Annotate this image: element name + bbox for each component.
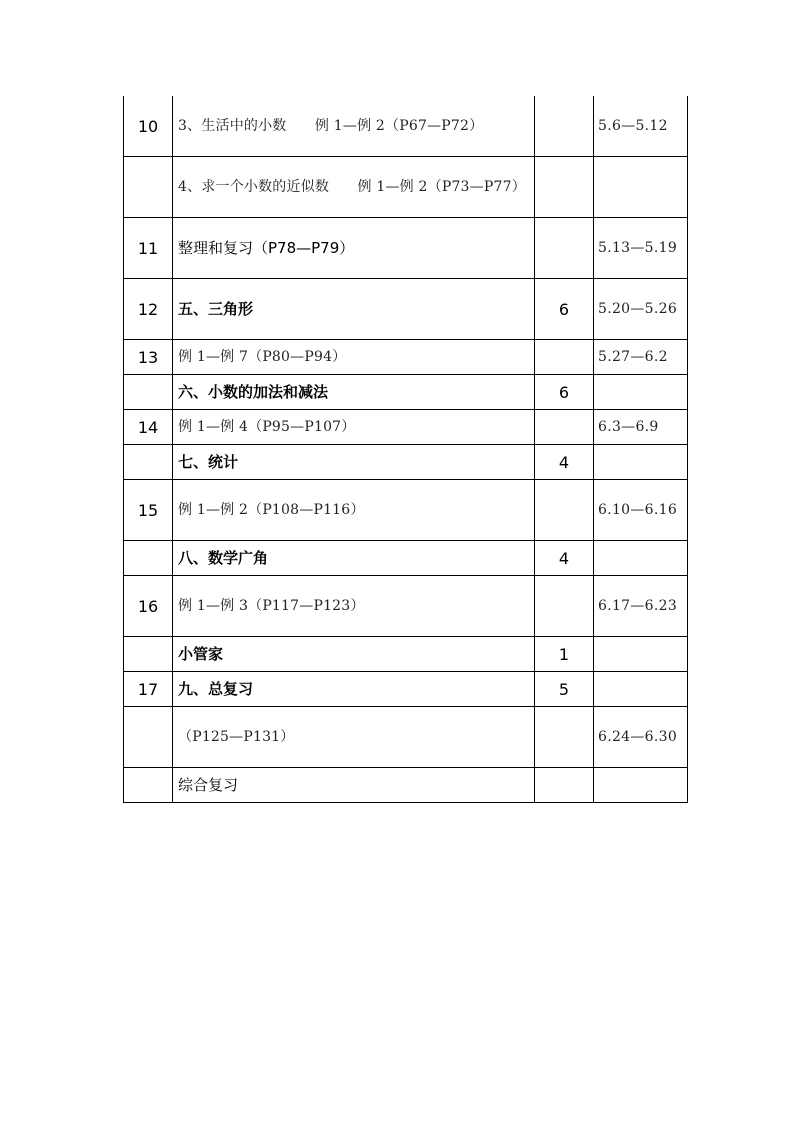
table-row (124, 279, 688, 340)
content-cell: 五、三角形 (178, 300, 254, 318)
hours-cell (535, 218, 594, 279)
week-cell (124, 157, 173, 218)
week-cell (124, 768, 173, 803)
hours-cell: 4 (535, 541, 594, 576)
content-cell: 例 1—例 4（P95—P107） (178, 418, 356, 435)
hours-cell: 1 (535, 637, 594, 672)
week-cell: 12 (124, 279, 173, 340)
date-cell: 5.6—5.12 (598, 117, 668, 134)
content-cell: 4、求一个小数的近似数 例 1—例 2（P73—P77） (178, 178, 526, 195)
hours-cell (535, 410, 594, 445)
hours-cell (535, 96, 594, 157)
hours-cell (535, 480, 594, 541)
week-cell: 13 (124, 340, 173, 375)
table-row (124, 375, 688, 410)
hours-cell (535, 340, 594, 375)
hours-cell (535, 768, 594, 803)
week-cell: 10 (124, 96, 173, 157)
hours-cell: 5 (535, 672, 594, 707)
content-cell: 整理和复习（P78—P79） (178, 239, 355, 257)
content-cell: 九、总复习 (178, 680, 254, 698)
week-cell (124, 707, 173, 768)
table-row (124, 707, 688, 768)
hours-cell (535, 576, 594, 637)
content-cell: 综合复习 (178, 776, 239, 794)
week-cell: 11 (124, 218, 173, 279)
table-row (124, 768, 688, 803)
content-cell: 六、小数的加法和减法 (178, 383, 329, 401)
table-row (124, 541, 688, 576)
date-cell: 6.17—6.23 (598, 597, 678, 614)
table-row (124, 480, 688, 541)
schedule-table (123, 96, 688, 803)
hours-cell: 4 (535, 445, 594, 480)
hours-cell (535, 157, 594, 218)
date-cell: 5.13—5.19 (598, 239, 678, 256)
content-cell: 例 1—例 3（P117—P123） (178, 597, 365, 614)
table-row (124, 96, 688, 157)
table-row (124, 218, 688, 279)
table-row (124, 576, 688, 637)
content-cell: 七、统计 (178, 453, 239, 471)
table-row (124, 445, 688, 480)
week-cell: 14 (124, 410, 173, 445)
date-cell: 5.27—6.2 (598, 348, 668, 365)
content-cell: 3、生活中的小数 例 1—例 2（P67—P72） (178, 117, 484, 134)
week-cell: 17 (124, 672, 173, 707)
content-cell: 八、数学广角 (178, 549, 269, 567)
week-cell: 15 (124, 480, 173, 541)
table-row (124, 410, 688, 445)
date-cell: 6.3—6.9 (598, 418, 659, 435)
hours-cell (535, 707, 594, 768)
table-row (124, 340, 688, 375)
week-cell (124, 445, 173, 480)
date-cell: 5.20—5.26 (598, 300, 678, 317)
week-cell (124, 375, 173, 410)
date-cell: 6.10—6.16 (598, 501, 678, 518)
table-row (124, 637, 688, 672)
table-row (124, 157, 688, 218)
content-cell: 例 1—例 7（P80—P94） (178, 348, 347, 365)
week-cell (124, 541, 173, 576)
date-cell: 6.24—6.30 (598, 728, 678, 745)
table-row (124, 672, 688, 707)
week-cell (124, 637, 173, 672)
content-cell: （P125—P131） (178, 728, 295, 745)
hours-cell: 6 (535, 375, 594, 410)
content-cell: 小管家 (178, 645, 224, 663)
week-cell: 16 (124, 576, 173, 637)
hours-cell: 6 (535, 279, 594, 340)
content-cell: 例 1—例 2（P108—P116） (178, 501, 365, 518)
